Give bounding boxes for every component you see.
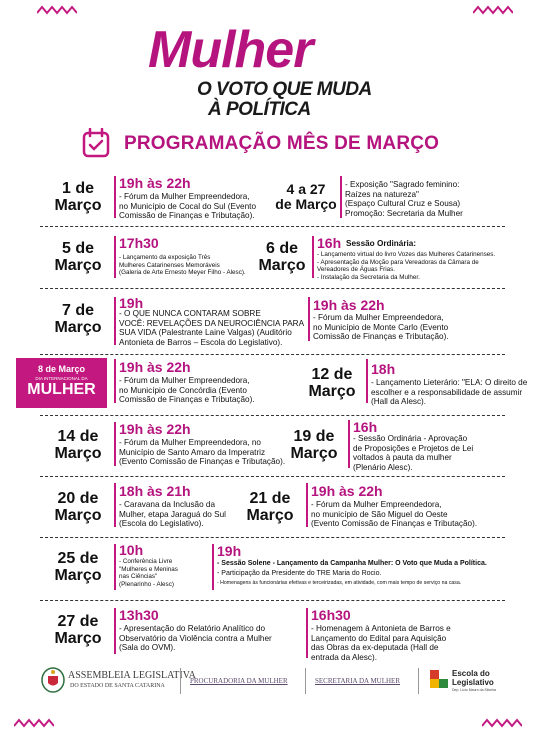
event-bar xyxy=(114,422,116,466)
event-date: 12 de Março xyxy=(308,366,356,400)
event-time: 19h às 22h xyxy=(119,175,191,191)
event-time: 18h xyxy=(371,361,396,377)
event-date: 25 de Março xyxy=(54,550,102,584)
event-bar xyxy=(366,359,368,403)
divider xyxy=(40,415,505,416)
event-time: 19h às 22h xyxy=(311,483,383,499)
event-description: - Fórum da Mulher Empreendedora, no Município de Monte Carlo (Evento Comissão de Finanças e Tributação). xyxy=(313,313,449,341)
event-description: - O QUE NUNCA CONTARAM SOBRE VOCÊ: REVELAÇÕES DA NEUROCIÊNCIA PARA SUA VIDA (Palestrante Laine Valgas) (Auditório Antonieta de Barros – Escola do Legislativo). xyxy=(119,309,305,347)
event-description: - Homenagem à Antonieta de Barros e Lançamento do Edital para Aquisição das Obras da ex-deputada (Hall de entrada da Alesc). xyxy=(311,624,451,662)
event-date: 1 de Março xyxy=(54,180,102,214)
event-bar xyxy=(308,297,310,341)
event-bar xyxy=(114,359,116,403)
escola-patron: Dep. Lício Mauro da Silveira xyxy=(452,688,496,692)
zigzag-decoration-left xyxy=(37,5,77,15)
subtitle-line-2: À POLÍTICA xyxy=(208,99,311,120)
event-time: 10h xyxy=(119,542,144,558)
event-description-line: - Homenagens às funcionárias efetivas e terceirizadas, em atividade, com mais tempo de serviço na casa. xyxy=(217,580,462,586)
event-description: - Fórum da Mulher Empreendedora, no Município de Concórdia (Evento Comissão de Finanças e Tributação). xyxy=(119,376,255,404)
footer-divider xyxy=(180,668,181,694)
event-time: 19h xyxy=(119,295,144,311)
secretaria-logo: SECRETARIA DA MULHER xyxy=(315,677,401,685)
divider xyxy=(40,226,505,227)
event-bar xyxy=(114,236,116,278)
event-description-line: - Sessão Solene - Lançamento da Campanha Mulher: O Voto que Muda a Política. xyxy=(217,560,487,567)
event-time: 16h30 xyxy=(311,607,351,623)
escola-name-line2: Legislativo xyxy=(452,678,494,687)
escola-logo-icon xyxy=(428,668,450,692)
event-description: - Lançamento virtual do livro Vozes das Mulheres Catarinenses. - Apresentação da Moção para Vereadoras da Câmara de Vereadores de Águas Frias. - Instalação da Secretaria da Mulher. xyxy=(317,251,496,281)
divider xyxy=(40,600,505,601)
event-description: - Sessão Ordinária - Aprovação de Proposições e Projetos de Lei voltados à pauta da mulher (Plenário Alesc). xyxy=(353,434,474,472)
event-description: - Lançamento da exposição Três Mulheres Catarinenses Memoráveis (Galeria de Arte Ernesto Meyer Filho - Alesc). xyxy=(119,254,246,276)
event-time: 16h xyxy=(353,419,378,435)
zigzag-decoration-right xyxy=(473,5,513,15)
badge-subtitle: DIA INTERNACIONAL DA xyxy=(35,376,88,381)
event-description: - Fórum da Mulher Empreendedora, no Município de Santo Amaro da Imperatriz (Evento Comissão de Finanças e Tributação). xyxy=(119,438,286,466)
event-bar xyxy=(348,420,350,468)
event-bar xyxy=(114,176,116,218)
event-description: - Exposição "Sagrado feminino: Raízes na natureza" (Espaço Cultural Cruz e Sousa) Promoção: Secretaria da Mulher xyxy=(345,180,463,218)
event-bar xyxy=(312,236,314,278)
divider xyxy=(40,288,505,289)
event-date: 7 de Março xyxy=(54,302,102,336)
event-date: 4 a 27 de Março xyxy=(275,181,337,212)
event-time: 16h xyxy=(317,235,342,251)
footer-divider xyxy=(418,668,419,694)
divider xyxy=(40,537,505,538)
event-label: Sessão Ordinária: xyxy=(346,239,417,248)
event-bar xyxy=(306,483,308,527)
event-description: - Lançamento Lieterário: "ELA: O direito de escolher e a responsabilidade de assumir (Hall da Alesc). xyxy=(371,378,528,406)
event-bar xyxy=(114,544,116,590)
event-bar xyxy=(114,608,116,654)
divider xyxy=(40,476,505,477)
event-description: - Fórum da Mulher Empreendedora, no município de São Miguel do Oeste (Evento Comissão de Finanças e Tributação). xyxy=(311,500,478,528)
event-description: - Caravana da Inclusão da Mulher, etapa Jaraguá do Sul (Escola do Legislativo). xyxy=(119,500,226,528)
alesc-subtitle: DO ESTADO DE SANTA CATARINA xyxy=(70,683,165,689)
footer-divider xyxy=(305,668,306,694)
program-title: PROGRAMAÇÃO MÊS DE MARÇO xyxy=(124,133,440,154)
event-description: - Conferência Livre "Mulheres e Meninas nas Ciências" (Plenarinho - Alesc) xyxy=(119,558,178,588)
event-date: 20 de Março xyxy=(54,490,102,524)
event-date: 21 de Março xyxy=(246,490,294,524)
zigzag-decoration-bottom-right xyxy=(482,718,522,728)
zigzag-decoration-bottom-left xyxy=(14,718,54,728)
escola-name-line1: Escola do xyxy=(452,669,490,678)
event-bar xyxy=(306,608,308,658)
event-time: 13h30 xyxy=(119,607,159,623)
divider xyxy=(40,354,505,355)
womens-day-badge xyxy=(16,358,107,408)
badge-title: MULHER xyxy=(27,381,96,398)
page-title: Mulher xyxy=(148,21,313,79)
event-date: 27 de Março xyxy=(54,613,102,647)
event-time: 19h às 22h xyxy=(119,421,191,437)
subtitle-line-1: O VOTO QUE MUDA xyxy=(197,79,372,100)
calendar-check-icon xyxy=(82,128,110,158)
event-description-line: - Participação da Presidente do TRE Maria do Rocio. xyxy=(217,570,382,577)
event-date: 14 de Março xyxy=(54,428,102,462)
event-bar xyxy=(114,483,116,527)
event-date: 19 de Março xyxy=(290,428,338,462)
event-time: 19h às 22h xyxy=(313,297,385,313)
event-time: 19h xyxy=(217,543,242,559)
event-time: 19h às 22h xyxy=(119,359,191,375)
event-bar xyxy=(114,297,116,345)
event-time: 17h30 xyxy=(119,235,159,251)
coat-of-arms-icon xyxy=(40,666,66,694)
event-date: 6 de Março xyxy=(258,240,306,274)
alesc-name: ASSEMBLEIA LEGISLATIVA xyxy=(68,670,196,681)
event-date: 5 de Março xyxy=(54,240,102,274)
event-bar xyxy=(340,176,342,218)
event-description: - Apresentação do Relatório Analítico do Observatório da Violência contra a Mulher (Sala do OVM). xyxy=(119,624,272,652)
event-time: 18h às 21h xyxy=(119,483,191,499)
event-bar xyxy=(212,544,214,590)
event-description: - Fórum da Mulher Empreendedora, no Município de Cocal do Sul (Evento Comissão de Finanças e Tributação). xyxy=(119,192,256,220)
badge-date: 8 de Março xyxy=(37,364,86,374)
procuradoria-logo: PROCURADORIA DA MULHER xyxy=(190,677,288,685)
